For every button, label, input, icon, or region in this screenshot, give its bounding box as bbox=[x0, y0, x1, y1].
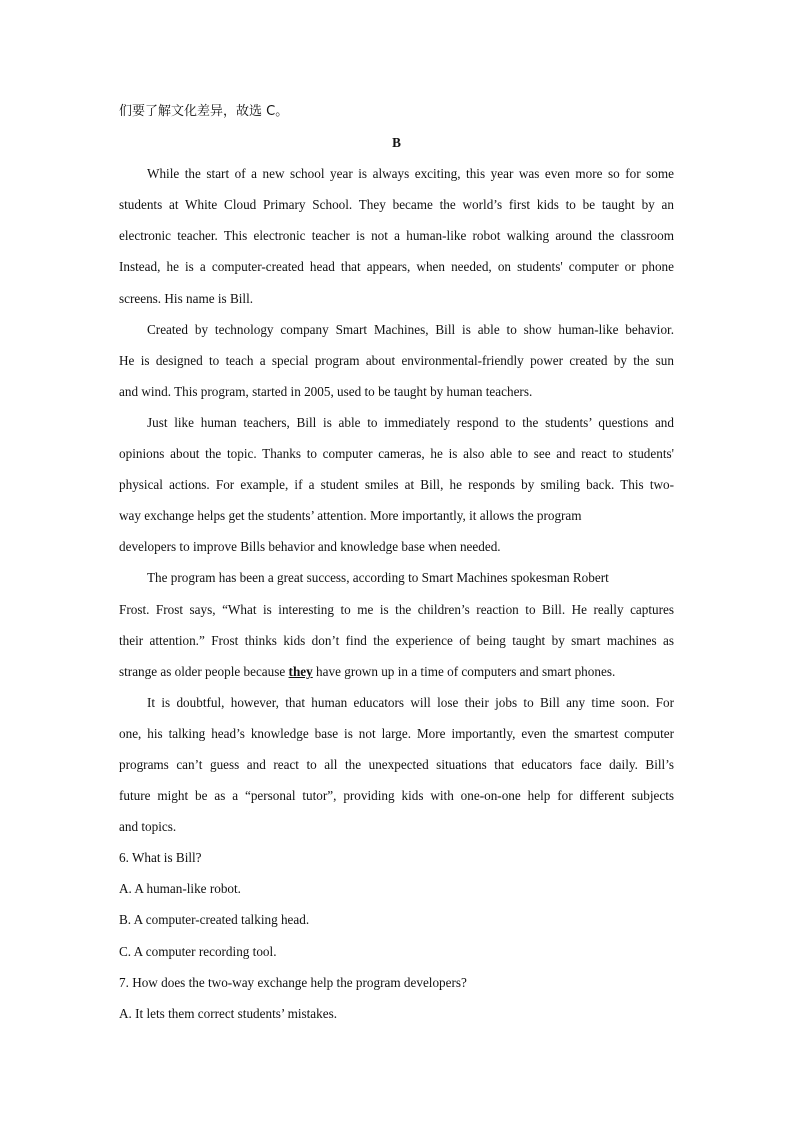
passage-line: opinions about the topic. Thanks to computer cameras, he is also able to see and react to students' bbox=[119, 446, 674, 462]
answer-explanation-line: 们要了解文化差异，故选 C。 bbox=[119, 104, 289, 119]
underlined-keyword: they bbox=[288, 663, 313, 679]
question-6 bbox=[119, 842, 674, 966]
answer-option-c: C. A computer recording tool. bbox=[119, 943, 277, 959]
passage-line: and topics. bbox=[119, 819, 177, 835]
passage-line: programs can’t guess and react to all the unexpected situations that educators face daily. Bill’s bbox=[119, 756, 674, 772]
passage-line: Frost. Frost says, “What is interesting to me is the children’s reaction to Bill. He really captures bbox=[119, 601, 674, 617]
passage-line: their attention.” Frost thinks kids don’t find the experience of being taught by smart machines as bbox=[119, 632, 674, 648]
question-7 bbox=[119, 967, 674, 1029]
answer-option-b: B. A computer-created talking head. bbox=[119, 912, 310, 928]
passage-line: electronic teacher. This electronic teacher is not a human-like robot walking around the classroom bbox=[119, 228, 674, 244]
passage-line: screens. His name is Bill. bbox=[119, 290, 254, 306]
answer-option-a: A. It lets them correct students’ mistakes. bbox=[119, 1005, 338, 1021]
passage-line: and wind. This program, started in 2005, used to be taught by human teachers. bbox=[119, 383, 533, 399]
passage-line: Just like human teachers, Bill is able to immediately respond to the students’ questions and bbox=[147, 414, 674, 430]
passage-paragraph-1 bbox=[119, 158, 674, 313]
passage-line: Created by technology company Smart Machines, Bill is able to show human-like behavior. bbox=[147, 321, 674, 337]
passage-line: students at White Cloud Primary School. They became the world’s first kids to be taught by an bbox=[119, 197, 674, 213]
question-stem: 7. How does the two-way exchange help the program developers? bbox=[119, 974, 467, 990]
question-stem: 6. What is Bill? bbox=[119, 850, 202, 866]
passage-line: He is designed to teach a special program about environmental-friendly power created by the sun bbox=[119, 352, 674, 368]
passage-line bbox=[119, 656, 674, 687]
line-text-after-keyword: have grown up in a time of computers and smart phones. bbox=[312, 663, 616, 679]
passage-line: way exchange helps get the students’ attention. More importantly, it allows the program bbox=[119, 508, 582, 524]
passage-line: While the start of a new school year is always exciting, this year was even more so for some bbox=[147, 166, 674, 182]
passage-line: developers to improve Bills behavior and knowledge base when needed. bbox=[119, 539, 501, 555]
line-text-before-keyword: strange as older people because bbox=[119, 663, 289, 679]
document-page bbox=[119, 96, 674, 1029]
passage-line: physical actions. For example, if a student smiles at Bill, he responds by smiling back. This two- bbox=[119, 477, 674, 493]
passage-line: The program has been a great success, according to Smart Machines spokesman Robert bbox=[147, 570, 609, 586]
passage-paragraph-4 bbox=[119, 562, 674, 686]
passage-line: one, his talking head’s knowledge base is not large. More importantly, even the smartest computer bbox=[119, 725, 674, 741]
answer-option-a: A. A human-like robot. bbox=[119, 881, 241, 897]
passage-paragraph-2 bbox=[119, 314, 674, 407]
passage-line: future might be as a “personal tutor”, providing kids with one-on-one help for different subjects bbox=[119, 788, 674, 804]
section-heading: B bbox=[392, 135, 401, 151]
passage-line: It is doubtful, however, that human educators will lose their jobs to Bill any time soon. For bbox=[147, 694, 674, 710]
passage-paragraph-3 bbox=[119, 407, 674, 562]
passage-line: Instead, he is a computer-created head that appears, when needed, on students' computer or phone bbox=[119, 259, 674, 275]
passage-paragraph-5 bbox=[119, 687, 674, 842]
